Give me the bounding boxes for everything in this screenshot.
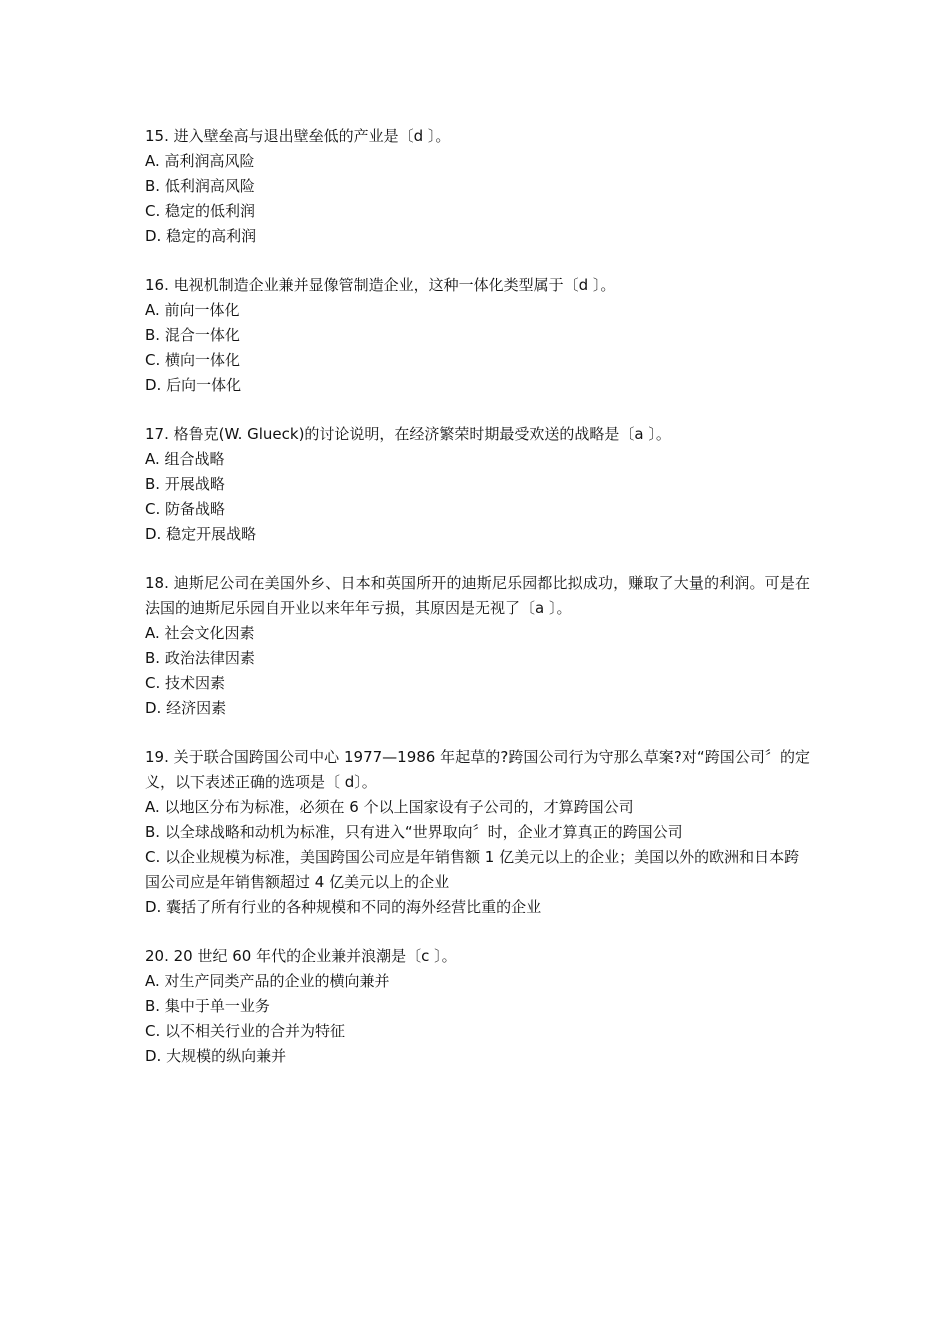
- question-19: [145, 745, 810, 920]
- option-a: A. 前向一体化: [145, 301, 240, 319]
- option-c: C. 横向一体化: [145, 351, 241, 369]
- option-c: C. 以不相关行业的合并为特征: [145, 1022, 346, 1040]
- option-b: B. 集中于单一业务: [145, 997, 270, 1015]
- option-b: B. 政治法律因素: [145, 649, 255, 667]
- question-18: [145, 571, 810, 721]
- option-d: D. 囊括了所有行业的各种规模和不同的海外经营比重的企业: [145, 898, 542, 916]
- option-d: D. 经济因素: [145, 699, 227, 717]
- option-a: A. 组合战略: [145, 450, 225, 468]
- question-20: [145, 944, 810, 1069]
- question-text: 20. 20 世纪 60 年代的企业兼并浪潮是〔c 〕。: [145, 947, 457, 965]
- option-a: A. 社会文化因素: [145, 624, 255, 642]
- question-text: 19. 关于联合国跨国公司中心 1977—1986 年起草的?跨国公司行为守那么草案?对“跨国公司〞的定义，以下表述正确的选项是〔 d〕。: [145, 748, 810, 791]
- document-page: [145, 124, 810, 1093]
- option-c: C. 以企业规模为标准，美国跨国公司应是年销售额 1 亿美元以上的企业；美国以外的欧洲和日本跨国公司应是年销售额超过 4 亿美元以上的企业: [145, 848, 800, 891]
- option-a: A. 以地区分布为标准，必须在 6 个以上国家设有子公司的，才算跨国公司: [145, 798, 634, 816]
- option-b: B. 以全球战略和动机为标准，只有进入“世界取向〞时，企业才算真正的跨国公司: [145, 823, 683, 841]
- option-d: D. 后向一体化: [145, 376, 242, 394]
- option-a: A. 对生产同类产品的企业的横向兼并: [145, 972, 390, 990]
- question-text: 17. 格鲁克(W. Glueck)的讨论说明，在经济繁荣时期最受欢送的战略是〔a 〕。: [145, 425, 671, 443]
- option-d: D. 稳定的高利润: [145, 227, 257, 245]
- option-c: C. 防备战略: [145, 500, 226, 518]
- option-b: B. 开展战略: [145, 475, 225, 493]
- question-17: [145, 422, 810, 547]
- question-text: 16. 电视机制造企业兼并显像管制造企业，这种一体化类型属于〔d 〕。: [145, 276, 616, 294]
- question-text: 15. 进入壁垒高与退出壁垒低的产业是〔d 〕。: [145, 127, 451, 145]
- option-d: D. 稳定开展战略: [145, 525, 257, 543]
- option-a: A. 高利润高风险: [145, 152, 255, 170]
- option-c: C. 稳定的低利润: [145, 202, 256, 220]
- question-15: [145, 124, 810, 249]
- option-c: C. 技术因素: [145, 674, 226, 692]
- option-b: B. 混合一体化: [145, 326, 240, 344]
- question-text: 18. 迪斯尼公司在美国外乡、日本和英国所开的迪斯尼乐园都比拟成功，赚取了大量的利润。可是在法国的迪斯尼乐园自开业以来年年亏损，其原因是无视了〔a 〕。: [145, 574, 810, 617]
- question-16: [145, 273, 810, 398]
- option-b: B. 低利润高风险: [145, 177, 255, 195]
- option-d: D. 大规模的纵向兼并: [145, 1047, 287, 1065]
